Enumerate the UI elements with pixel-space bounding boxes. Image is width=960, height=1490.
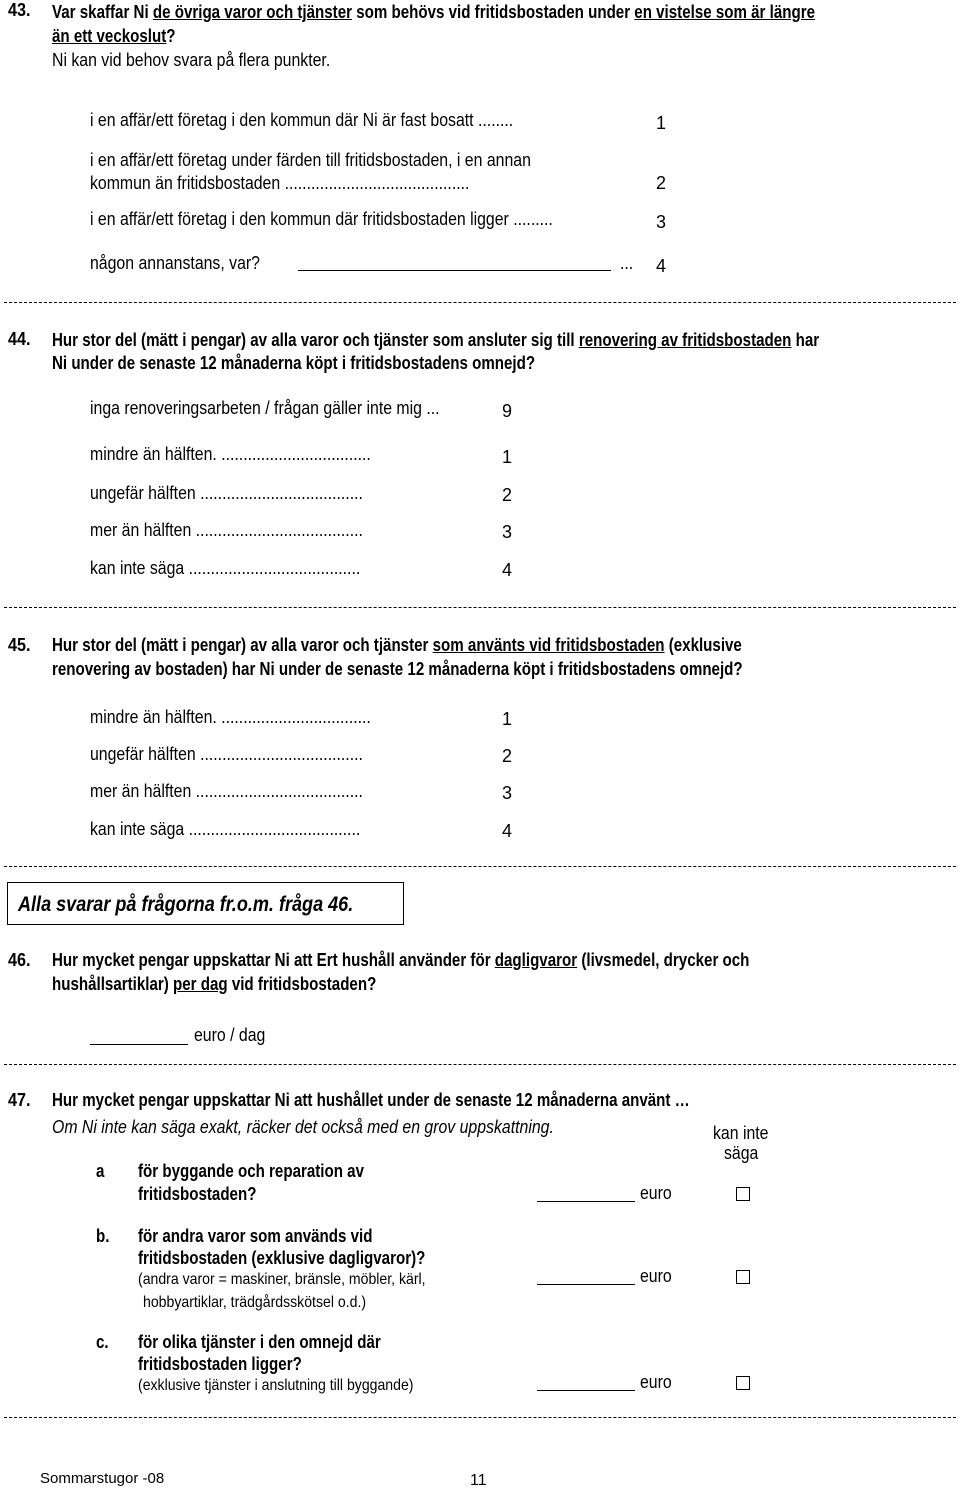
q45-code-3: 3 xyxy=(502,783,513,803)
instruction-text: Alla svarar på frågorna fr.o.m. fråga 46. xyxy=(18,893,354,916)
q45-option-4: kan inte säga ....................................... xyxy=(90,819,361,839)
separator xyxy=(4,1064,956,1065)
q43-code-4: 4 xyxy=(656,256,667,276)
q44-option-9: inga renoveringsarbeten / frågan gäller inte mig ... xyxy=(90,398,440,418)
q43-option-4-dots: ... xyxy=(620,253,634,273)
q43-number: 43. xyxy=(8,0,31,20)
q45-code-2: 2 xyxy=(502,746,513,766)
q44-option-4: kan inte säga ....................................... xyxy=(90,558,361,578)
q43-code-1: 1 xyxy=(656,113,667,133)
q47-b-unit: euro xyxy=(640,1266,672,1286)
separator xyxy=(4,1417,956,1418)
q45-text-line1: Hur stor del (mätt i pengar) av alla varor och tjänster som använts vid fritidsbostaden (exklusive xyxy=(52,635,742,655)
q47-item-b-sub1: (andra varor = maskiner, bränsle, möbler, kärl, xyxy=(138,1271,426,1288)
q44-option-2: ungefär hälften ..................................... xyxy=(90,483,363,503)
q47-a-euro-input-line[interactable] xyxy=(537,1201,635,1202)
q47-c-euro-input-line[interactable] xyxy=(537,1390,635,1391)
q43-code-3: 3 xyxy=(656,212,667,232)
q46-text-line2: hushållsartiklar) per dag vid fritidsbostaden? xyxy=(52,974,377,994)
q44-option-3: mer än hälften ...................................... xyxy=(90,520,363,540)
q46-unit: euro / dag xyxy=(194,1025,266,1045)
q43-text-line1: Var skaffar Ni de övriga varor och tjänster som behövs vid fritidsbostaden under en vistelse som är längre xyxy=(52,2,815,22)
q43-option-3: i en affär/ett företag i den kommun där fritidsbostaden ligger ......... xyxy=(90,209,553,229)
q47-b-cant-say-checkbox[interactable] xyxy=(736,1270,750,1284)
q45-option-3: mer än hälften ...................................... xyxy=(90,781,363,801)
q43-option-4: någon annanstans, var? xyxy=(90,253,260,273)
q47-a-unit: euro xyxy=(640,1183,672,1203)
q47-item-b-line2: fritidsbostaden (exklusive dagligvaror)? xyxy=(138,1248,426,1268)
q44-option-1: mindre än hälften. .................................. xyxy=(90,444,371,464)
q43-option-1: i en affär/ett företag i den kommun där Ni är fast bosatt ........ xyxy=(90,110,514,130)
q47-c-cant-say-checkbox[interactable] xyxy=(736,1376,750,1390)
q47-text: Hur mycket pengar uppskattar Ni att hushållet under de senaste 12 månaderna använt … xyxy=(52,1090,690,1110)
q45-code-1: 1 xyxy=(502,709,513,729)
separator xyxy=(4,607,956,608)
q47-item-c-line1: för olika tjänster i den omnejd där xyxy=(138,1332,381,1352)
separator xyxy=(4,302,956,303)
q47-number: 47. xyxy=(8,1090,31,1110)
q47-item-b-line1: för andra varor som används vid xyxy=(138,1226,373,1246)
q44-number: 44. xyxy=(8,329,31,349)
separator xyxy=(4,866,956,867)
q43-write-line[interactable] xyxy=(298,270,611,271)
q47-item-a-line2: fritidsbostaden? xyxy=(138,1184,257,1204)
q46-number: 46. xyxy=(8,950,31,970)
q45-option-1: mindre än hälften. .................................. xyxy=(90,707,371,727)
q47-item-b-letter: b. xyxy=(96,1226,110,1246)
q44-text-line1: Hur stor del (mätt i pengar) av alla varor och tjänster som ansluter sig till renovering av fritidsbostaden har xyxy=(52,330,820,350)
q44-code-1: 1 xyxy=(502,447,513,467)
footer-title: Sommarstugor -08 xyxy=(40,1470,165,1487)
q45-option-2: ungefär hälften ..................................... xyxy=(90,744,363,764)
q43-code-2: 2 xyxy=(656,173,667,193)
q44-code-2: 2 xyxy=(502,485,513,505)
q47-item-c-letter: c. xyxy=(96,1332,109,1352)
q43-option-2: i en affär/ett företag under färden till fritidsbostaden, i en annan xyxy=(90,150,531,170)
q47-item-c-sub1: (exklusive tjänster i anslutning till byggande) xyxy=(138,1377,414,1394)
q44-code-4: 4 xyxy=(502,560,513,580)
q43-option-2-cont: kommun än fritidsbostaden .......................................... xyxy=(90,173,470,193)
q45-text-line2: renovering av bostaden) har Ni under de senaste 12 månaderna köpt i fritidsbostadens omnejd? xyxy=(52,659,743,679)
q47-cant-say-line2: säga xyxy=(724,1143,759,1163)
q44-code-9: 9 xyxy=(502,401,513,421)
q47-a-cant-say-checkbox[interactable] xyxy=(736,1187,750,1201)
q47-b-euro-input-line[interactable] xyxy=(537,1284,635,1285)
q47-item-c-line2: fritidsbostaden ligger? xyxy=(138,1354,302,1374)
q44-code-3: 3 xyxy=(502,522,513,542)
page-number: 11 xyxy=(470,1472,487,1489)
q45-number: 45. xyxy=(8,635,31,655)
q47-cant-say-line1: kan inte xyxy=(713,1123,769,1143)
q47-note: Om Ni inte kan säga exakt, räcker det också med en grov uppskattning. xyxy=(52,1117,554,1137)
q44-text-line2: Ni under de senaste 12 månaderna köpt i fritidsbostadens omnejd? xyxy=(52,353,536,373)
q46-text-line1: Hur mycket pengar uppskattar Ni att Ert hushåll använder för dagligvaror (livsmedel, drycker och xyxy=(52,950,750,970)
q47-item-a-letter: a xyxy=(96,1161,105,1181)
q47-item-b-sub2: hobbyartiklar, trädgårdsskötsel o.d.) xyxy=(143,1294,367,1311)
q43-text-line2: än ett veckoslut? xyxy=(52,26,176,46)
q46-euro-input-line[interactable] xyxy=(90,1044,188,1045)
q45-code-4: 4 xyxy=(502,821,513,841)
q43-note: Ni kan vid behov svara på flera punkter. xyxy=(52,50,331,70)
q47-item-a-line1: för byggande och reparation av xyxy=(138,1161,365,1181)
q47-c-unit: euro xyxy=(640,1372,672,1392)
